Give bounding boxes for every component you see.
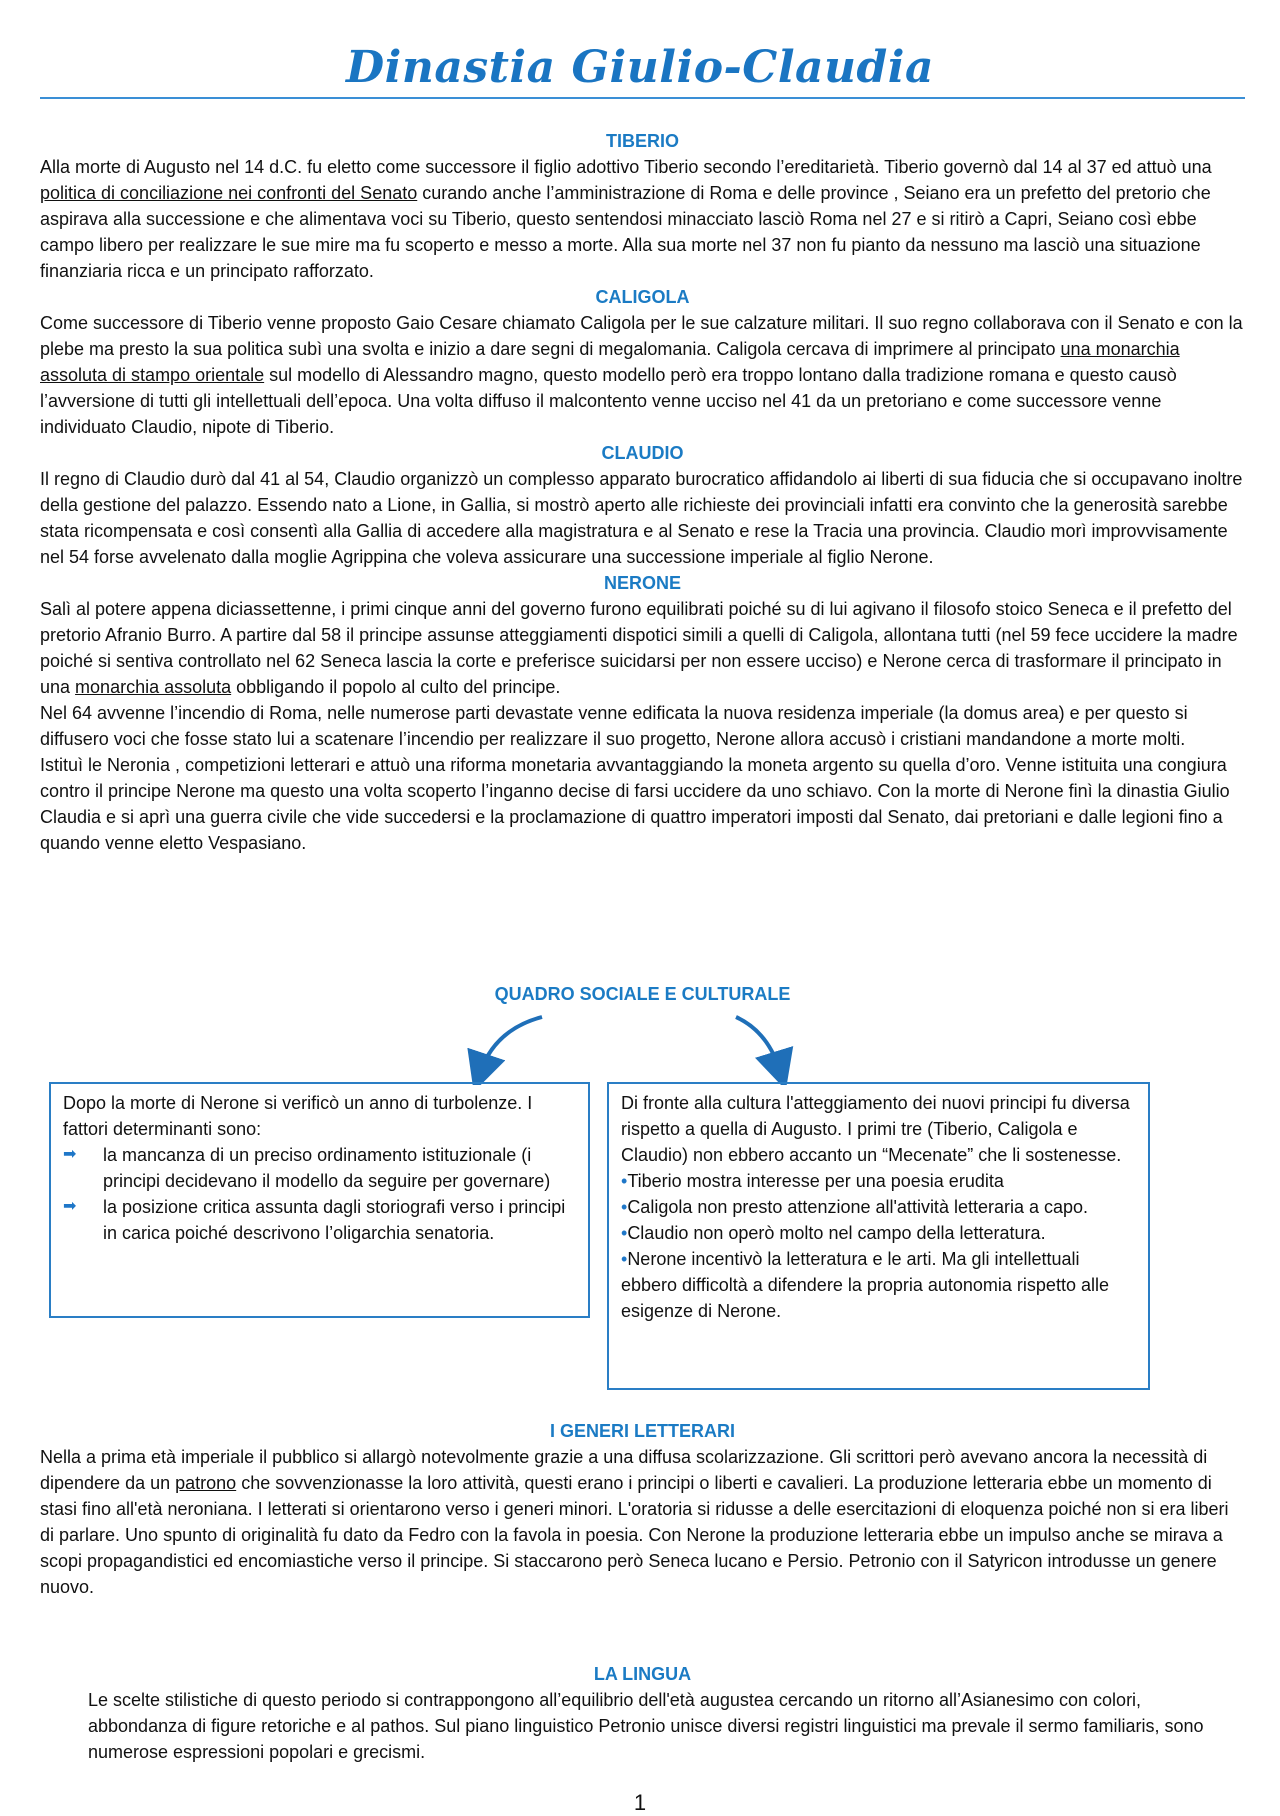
text-run: Alla morte di Augusto nel 14 d.C. fu eletto come successore il figlio adottivo Tiberio secondo l’ereditarietà. Tiberio governò dal 14 al 37 ed attuò una bbox=[40, 157, 1212, 177]
box-cultural-context bbox=[607, 1082, 1150, 1390]
title-underline bbox=[40, 97, 1245, 99]
bullet-dot-icon: • bbox=[621, 1249, 628, 1269]
paragraph-nerone-2: Nel 64 avvenne l’incendio di Roma, nelle numerose parti devastate venne edificata la nuova residenza imperiale (la domus area) e per questo si diffusero voci che fosse stato lui a scatenare l’incendio per realizzare il suo progetto, Nerone allora accusò i cristiani mandandone a morte molti. bbox=[40, 703, 1188, 749]
text-run: curando anche l’amministrazione di Roma e delle province , Seiano era un prefetto del pretorio che aspirava alla successione e che alimentava voci su Tiberio, questo sentendosi minacciato lasciò Roma nel 27 e si ritirò a Capri, Seiano così ebbe campo libero per realizzare le sue mire ma fu scoperto e messo a morte. Alla sua morte nel 37 non fu pianto da nessuno ma lasciò una situazione finanziaria ricca e un principato rafforzato. bbox=[40, 183, 1211, 281]
paragraph-lingua: Le scelte stilistiche di questo periodo si contrappongono all’equilibrio dell'età augustea cercando un ritorno all’Asianesimo con colori, abbondanza di figure retoriche e al pathos. Sul piano linguistico Petronio unisce diversi registri linguistici ma prevale il sermo familiaris, sono numerose espressioni popolari e grecismi. bbox=[88, 1690, 1204, 1762]
box-political-context bbox=[49, 1082, 590, 1318]
bullet-dot-icon: • bbox=[621, 1197, 628, 1217]
section-lingua bbox=[40, 1661, 1245, 1765]
heading-nerone: NERONE bbox=[603, 573, 681, 593]
bullet-dot-icon: • bbox=[621, 1171, 628, 1191]
text-run: obbligando il popolo al culto del principe. bbox=[231, 677, 561, 697]
list-item bbox=[621, 1168, 1136, 1194]
paragraph-nerone-3: Istituì le Neronia , competizioni letterari e attuò una riforma monetaria avvantaggiando la moneta argento su quella d’oro. Venne istituita una congiura contro il principe Nerone ma questo una volta scoperto l’inganno decise di farsi uccidere da uno schiavo. Con la morte di Nerone finì la dinastia Giulio Claudia e si aprì una guerra civile che vide succedersi e la proclamazione di quattro imperatori imposti dal Senato, dai pretoriani e dalle legioni fino a quando venne eletto Vespasiano. bbox=[40, 755, 1230, 853]
heading-claudio: CLAUDIO bbox=[601, 443, 684, 463]
main-text bbox=[40, 128, 1245, 856]
text-run: che sovvenzionasse la loro attività, questi erano i principi o liberti e cavalieri. La produzione letteraria ebbe un momento di stasi fino all'età neroniana. I letterati si orientarono verso i generi minori. L'oratoria si ridusse a delle esercitazioni di eloquenza poiché non si era liberi di parlare. Uno spunto di originalità fu dato da Fedro con la favola in poesia. Con Nerone la produzione letteraria ebbe un impulso anche se mirava a scopi propagandistici ed encomiastiche verso il principe. Si staccarono però Seneca lucano e Persio. Petronio con il Satyricon introdusse un genere nuovo. bbox=[40, 1473, 1229, 1597]
paragraph-nerone-1 bbox=[40, 596, 1245, 700]
diagram-arrows bbox=[450, 1005, 810, 1085]
paragraph-generi bbox=[40, 1444, 1245, 1600]
section-generi bbox=[40, 1418, 1245, 1600]
list-item-text: Claudio non operò molto nel campo della letteratura. bbox=[627, 1223, 1046, 1243]
list-item bbox=[63, 1194, 576, 1246]
arrow-bullet-icon: ➡ bbox=[63, 1198, 77, 1215]
page-number: 1 bbox=[633, 1790, 647, 1815]
arrow-bullet-icon: ➡ bbox=[63, 1146, 77, 1163]
list-item-text: la mancanza di un preciso ordinamento istituzionale (i principi decidevano il modello da seguire per governare) bbox=[103, 1145, 551, 1191]
list-item bbox=[621, 1246, 1136, 1324]
text-run: Salì al potere appena diciassettenne, i primi cinque anni del governo furono equilibrati poiché su di lui agivano il filosofo stoico Seneca e il prefetto del pretorio Afranio Burro. A partire dal 58 il principe assunse atteggiamenti dispotici simili a quelli di Caligola, allontana tutti (nel 59 fece uccidere la madre poiché si sentiva controllato nel 62 Seneca lascia la corte e preferisce suicidarsi per non essere ucciso) e Nerone cerca di trasformare il principato in una bbox=[40, 599, 1238, 697]
underlined-text: politica di conciliazione nei confronti del Senato bbox=[40, 183, 418, 203]
list-item bbox=[621, 1194, 1136, 1220]
text-run: sul modello di Alessandro magno, questo modello però era troppo lontano dalla tradizione romana e questo causò l’avversione di tutti gli intellettuali dell’epoca. Una volta diffuso il malcontento venne ucciso nel 41 da un pretoriano e come successore venne individuato Claudio, nipote di Tiberio. bbox=[40, 365, 1177, 437]
text-run: Come successore di Tiberio venne proposto Gaio Cesare chiamato Caligola per le sue calzature militari. Il suo regno collaborava con il Senato e con la plebe ma presto la sua politica subì una svolta e inizio a dare segni di megalomania. Caligola cercava di imprimere al principato bbox=[40, 313, 1243, 359]
heading-tiberio: TIBERIO bbox=[605, 131, 679, 151]
paragraph-claudio: Il regno di Claudio durò dal 41 al 54, Claudio organizzò un complesso apparato burocratico affidandolo ai liberti di sua fiducia che si occupavano inoltre della gestione del palazzo. Essendo nato a Lione, in Gallia, si mostrò aperto alle richieste dei provinciali infatti era convinto che la generosità sarebbe stata ricompensata e così consentì alla Gallia di accedere alla magistratura e al Senato e rese la Tracia una provincia. Claudio morì improvvisamente nel 54 forse avvelenato dalla moglie Agrippina che voleva assicurare una successione imperiale al figlio Nerone. bbox=[40, 469, 1243, 567]
paragraph-tiberio bbox=[40, 154, 1245, 284]
arrow-right-icon bbox=[736, 1017, 780, 1071]
page-title: Dinastia Giulio-Claudia bbox=[345, 42, 935, 93]
bullet-dot-icon: • bbox=[621, 1223, 628, 1243]
paragraph-caligola bbox=[40, 310, 1245, 440]
list-item-text: Caligola non presto attenzione all'attività letteraria a capo. bbox=[627, 1197, 1089, 1217]
underlined-text: patrono bbox=[175, 1473, 237, 1493]
list-item bbox=[63, 1142, 576, 1194]
list-item-text: Nerone incentivò la letteratura e le arti. Ma gli intellettuali ebbero difficoltà a difendere la propria autonomia rispetto alle esigenze di Nerone. bbox=[621, 1249, 1109, 1321]
social-section bbox=[40, 981, 1245, 1007]
heading-caligola: CALIGOLA bbox=[595, 287, 690, 307]
underlined-text: una monarchia assoluta di stampo orientale bbox=[40, 339, 1180, 385]
arrow-left-icon bbox=[480, 1017, 542, 1073]
text-run: Nella a prima età imperiale il pubblico si allargò notevolmente grazie a una diffusa scolarizzazione. Gli scrittori però avevano ancora la necessità di dipendere da un bbox=[40, 1447, 1208, 1493]
list-item-text: la posizione critica assunta dagli storiografi verso i principi in carica poiché descrivono l’oligarchia senatoria. bbox=[103, 1197, 566, 1243]
box-left-intro: Dopo la morte di Nerone si verificò un anno di turbolenze. I fattori determinanti sono: bbox=[63, 1093, 533, 1139]
list-item-text: Tiberio mostra interesse per una poesia erudita bbox=[627, 1171, 1004, 1191]
heading-generi: I GENERI LETTERARI bbox=[549, 1421, 735, 1441]
heading-lingua: LA LINGUA bbox=[593, 1664, 692, 1684]
underlined-text: monarchia assoluta bbox=[75, 677, 232, 697]
box-left-list bbox=[63, 1142, 576, 1246]
box-right-intro: Di fronte alla cultura l'atteggiamento dei nuovi principi fu diversa rispetto a quella di Augusto. I primi tre (Tiberio, Caligola e Claudio) non ebbero accanto un “Mecenate” che li sostenesse. bbox=[621, 1093, 1130, 1165]
list-item bbox=[621, 1220, 1136, 1246]
heading-quadro: QUADRO SOCIALE E CULTURALE bbox=[494, 984, 791, 1004]
